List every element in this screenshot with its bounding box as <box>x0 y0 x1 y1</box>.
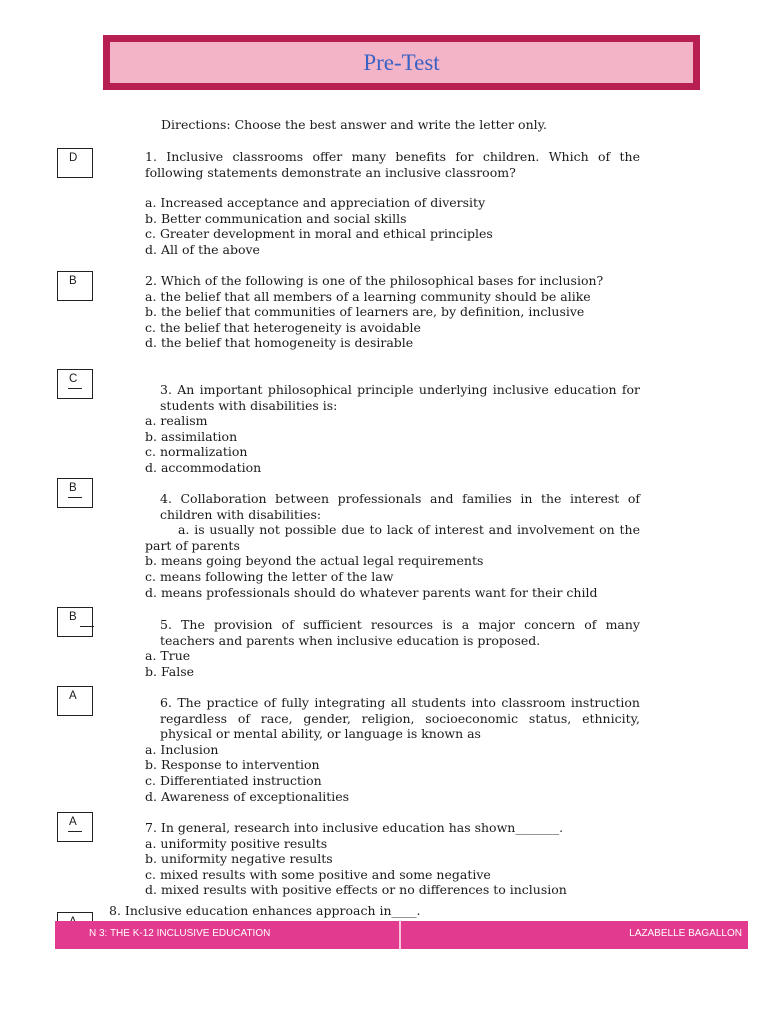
question-stem: 5. The provision of sufficient resources is a major concern of many teachers and parents when inclusive education is proposed. <box>160 617 640 648</box>
underline-mark <box>68 497 82 498</box>
question-stem: 6. The practice of fully integrating all students into classroom instruction regardless of race, gender, religion, socioeconomic status, ethnicity, physical or mental ability, or language is known as <box>160 695 640 742</box>
answer-letter: C <box>69 373 78 385</box>
question-stem: 4. Collaboration between professionals and families in the interest of children with disabilities: <box>160 491 640 522</box>
page-title: Pre-Test <box>110 42 693 83</box>
question-1 <box>145 149 640 258</box>
answer-letter: B <box>69 482 77 494</box>
option-d: d. accommodation <box>145 459 262 475</box>
option-b: b. Better communication and social skills <box>145 210 407 226</box>
question-6 <box>145 695 640 804</box>
option-c: c. the belief that heterogeneity is avoidable <box>145 319 421 335</box>
underline-mark <box>80 626 94 627</box>
title-banner <box>103 35 700 90</box>
option-d: d. means professionals should do whatever parents want for their child <box>145 584 598 600</box>
option-a: a. uniformity positive results <box>145 835 328 851</box>
option-c: c. mixed results with some positive and some negative <box>145 866 491 882</box>
option-d: d. mixed results with positive effects or no differences to inclusion <box>145 882 567 898</box>
option-d: d. the belief that homogeneity is desirable <box>145 335 414 351</box>
directions-text: Directions: Choose the best answer and write the letter only. <box>161 117 547 132</box>
option-list <box>145 289 640 351</box>
question-stem: 3. An important philosophical principle underlying inclusive education for students with disabilities is: <box>160 382 640 413</box>
footer-bar <box>55 921 748 949</box>
option-b: b. False <box>145 663 195 679</box>
question-4 <box>145 491 640 600</box>
footer-module-title: N 3: THE K-12 INCLUSIVE EDUCATION <box>55 921 401 949</box>
answer-box-2[interactable] <box>57 271 93 301</box>
answer-box-5[interactable] <box>57 607 93 637</box>
option-b: b. the belief that communities of learners are, by definition, inclusive <box>145 304 585 320</box>
option-a: a. Increased acceptance and appreciation of diversity <box>145 195 486 211</box>
answer-letter: B <box>69 611 77 623</box>
answer-box-3[interactable] <box>57 369 93 399</box>
question-2 <box>145 273 640 351</box>
option-list <box>145 836 640 898</box>
option-d: d. All of the above <box>145 241 260 257</box>
answer-box-4[interactable] <box>57 478 93 508</box>
option-c: c. Greater development in moral and ethical principles <box>145 226 493 242</box>
option-a: a. True <box>145 648 191 664</box>
footer-author: LAZABELLE BAGALLON <box>629 928 742 939</box>
answer-letter: A <box>69 816 77 828</box>
answer-box-7[interactable] <box>57 812 93 842</box>
option-a: a. Inclusion <box>145 741 219 757</box>
option-list <box>145 553 640 600</box>
option-a: a. the belief that all members of a learning community should be alike <box>145 288 591 304</box>
option-list <box>145 413 640 475</box>
answer-box-1[interactable] <box>57 148 93 178</box>
option-list <box>145 195 640 257</box>
option-c: c. normalization <box>145 444 248 460</box>
option-b: b. uniformity negative results <box>145 851 333 867</box>
underline-mark <box>68 388 82 389</box>
question-stem: 1. Inclusive classrooms offer many benefits for children. Which of the following statements demonstrate an inclusive classroom? <box>145 149 640 180</box>
answer-letter: B <box>69 275 77 287</box>
option-list <box>145 648 640 679</box>
option-c: c. Differentiated instruction <box>145 772 322 788</box>
question-stem: 2. Which of the following is one of the philosophical bases for inclusion? <box>145 273 604 288</box>
question-7 <box>145 820 640 898</box>
answer-box-6[interactable] <box>57 686 93 716</box>
question-stem: 7. In general, research into inclusive education has shown_______. <box>145 820 564 835</box>
option-d: d. Awareness of exceptionalities <box>145 788 350 804</box>
option-b: b. assimilation <box>145 428 238 444</box>
option-b: b. Response to intervention <box>145 757 320 773</box>
option-a: a. realism <box>145 413 208 429</box>
option-list <box>145 742 640 804</box>
question-5 <box>145 617 640 679</box>
option-c: c. means following the letter of the law <box>145 568 394 584</box>
answer-letter: D <box>69 152 78 164</box>
option-a: a. is usually not possible due to lack of interest and involvement on the part of parents <box>145 522 640 553</box>
underline-mark <box>68 831 82 832</box>
option-b: b. means going beyond the actual legal requirements <box>145 553 484 569</box>
question-8: 8. Inclusive education enhances approach in____. <box>109 903 421 918</box>
answer-letter: A <box>69 690 77 702</box>
question-3 <box>145 382 640 476</box>
